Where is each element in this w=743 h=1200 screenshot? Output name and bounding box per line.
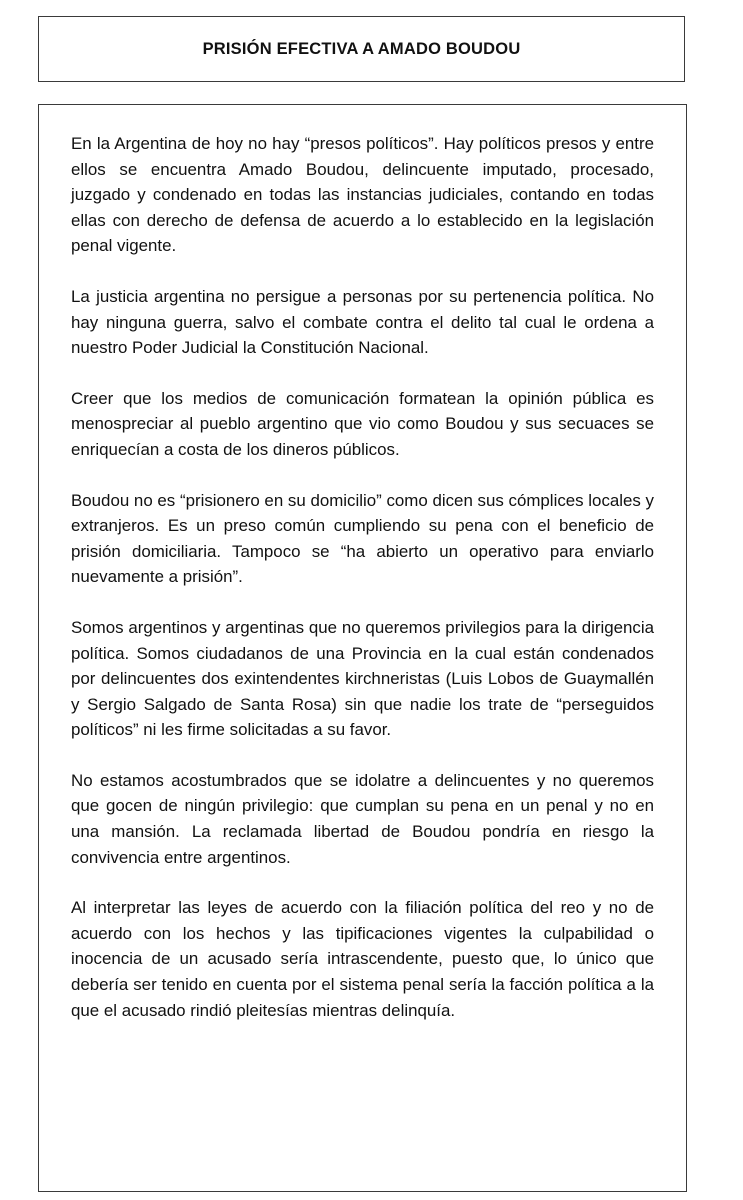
document-title: PRISIÓN EFECTIVA A AMADO BOUDOU <box>202 39 521 58</box>
paragraph-1: En la Argentina de hoy no hay “presos políticos”. Hay políticos presos y entre ellos se encuentra Amado Boudou, delincuente imputado, procesado, juzgado y condenado en todas las instancias judiciales, contando en todas ellas con derecho de defensa de acuerdo a lo establecido en la legislación penal vigente. <box>71 134 654 256</box>
paragraph-3: Creer que los medios de comunicación formatean la opinión pública es menospreciar al pueblo argentino que vio como Boudou y sus secuaces se enriquecían a costa de los dineros públicos. <box>71 388 654 459</box>
paragraph-7: Al interpretar las leyes de acuerdo con la filiación política del reo y no de acuerdo con los hechos y las tipificaciones vigentes la culpabilidad o inocencia de un acusado sería intrascendente, puesto que, lo único que debería ser tenido en cuenta por el sistema penal sería la facción política a la que el acusado rindió pleitesías mientras delinquía. <box>71 898 654 1020</box>
paragraph-5: Somos argentinos y argentinas que no queremos privilegios para la dirigencia política. Somos ciudadanos de una Provincia en la cual están condenados por delincuentes dos exintendentes kirchneristas (Luis Lobos de Guaymallén y Sergio Salgado de Santa Rosa) sin que nadie los trate de “perseguidos políticos” ni les firme solicitadas a su favor. <box>71 617 654 740</box>
paragraph-2: La justicia argentina no persigue a personas por su pertenencia política. No hay ninguna guerra, salvo el combate contra el delito tal cual le ordena a nuestro Poder Judicial la Constitución Nacional. <box>71 286 654 358</box>
document-body <box>38 104 687 1192</box>
title-box <box>38 16 685 82</box>
paragraph-6: No estamos acostumbrados que se idolatre a delincuentes y no queremos que gocen de ningún privilegio: que cumplan su pena en un penal y no en una mansión. La reclamada libertad de Boudou pondría en riesgo la convivencia entre argentinos. <box>71 770 654 867</box>
paragraph-4: Boudou no es “prisionero en su domicilio” como dicen sus cómplices locales y extranjeros. Es un preso común cumpliendo su pena con el beneficio de prisión domiciliaria. Tampoco se “ha abierto un operativo para enviarlo nuevamente a prisión”. <box>71 490 655 587</box>
